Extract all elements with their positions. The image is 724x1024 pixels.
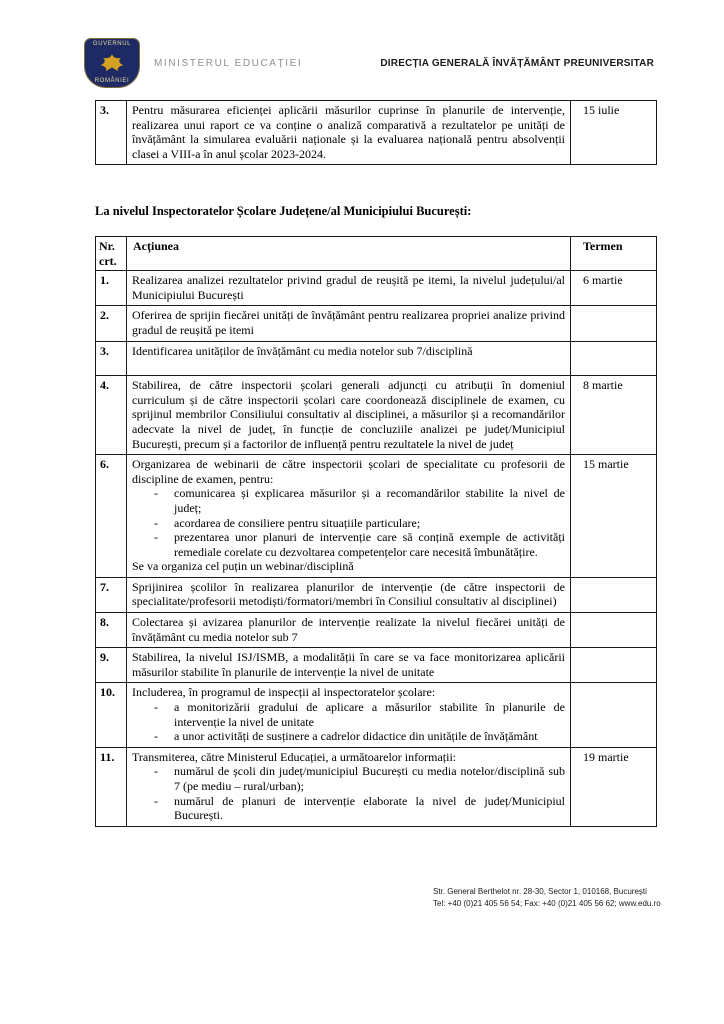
document-header (84, 38, 656, 94)
row-termen: 15 martie (571, 455, 657, 578)
row-number: 8. (96, 613, 127, 648)
bullet-text: comunicarea și explicarea măsurilor și a recomandărilor stabilite la nivel de județ; (174, 486, 565, 515)
top-table (95, 100, 657, 165)
row-action (127, 271, 571, 306)
action-text: Includerea, în programul de inspecții al inspectoratelor școlare: (132, 685, 436, 700)
bullet-line (132, 516, 565, 531)
row-termen (571, 341, 657, 376)
row-termen: 8 martie (571, 376, 657, 455)
action-text: Se va organiza cel puțin un webinar/disciplină (132, 559, 354, 574)
row-action (127, 376, 571, 455)
bullet-text: numărul de planuri de intervenție elaborate la nivel de județ/Municipiul București. (174, 793, 565, 823)
row-number: 3. (96, 101, 127, 165)
column-header-nr: Nr. crt. (96, 237, 127, 271)
logo-text-bottom: ROMÂNIEI (94, 78, 130, 84)
main-table-head (96, 237, 657, 271)
action-text: Stabilirea, de către inspectorii școlari generali adjuncți cu atribuții în domeniul curriculum și de către inspectorii școlari care coordonează disciplinele de examen, cu sprijinul membrilor Consiliului consultativ al disciplinei, a măsurilor și a recomandărilor adecvate la nivel de județ, în funcție de concluziile analizei pe județ/Municipiul București, precum și a factorilor de influență pentru rezultatele la nivel de județ (132, 378, 565, 451)
bullet-dash: - (154, 515, 158, 530)
bullet-text: prezentarea unor planuri de intervenție care să conțină exemple de activități remediale corelate cu dezvoltarea competențelor care necesită îmbunătățire. (174, 530, 565, 559)
action-text: Oferirea de sprijin fiecărei unități de învățământ pentru realizarea propriei analize privind gradul de reușită pe itemi (132, 308, 565, 337)
bullet-line (132, 764, 565, 793)
row-number: 3. (96, 341, 127, 376)
bullet-line (132, 486, 565, 515)
table-row (96, 306, 657, 341)
document-footer (433, 886, 661, 909)
row-action (127, 306, 571, 341)
row-termen (571, 306, 657, 341)
row-termen: 19 martie (571, 747, 657, 826)
action-text: Transmiterea, către Ministerul Educației, a următoarelor informații: (132, 749, 457, 764)
table-row (96, 455, 657, 578)
bullet-line (132, 794, 565, 823)
table-row (96, 747, 657, 826)
bullet-text: numărul de școli din județ/municipiul București cu media notelor/disciplină sub 7 (pe mediu – rural/urban); (174, 764, 565, 793)
row-termen (571, 577, 657, 612)
row-number: 9. (96, 648, 127, 683)
action-text: Identificarea unităților de învățământ cu media notelor sub 7/disciplină (132, 343, 473, 358)
bullet-line (132, 530, 565, 559)
footer-address: Str. General Berthelot nr. 28-30, Sector 1, 010168, București (433, 887, 647, 896)
row-action (127, 683, 571, 747)
row-action (127, 613, 571, 648)
row-termen (571, 613, 657, 648)
bullet-text: a monitorizării gradului de aplicare a măsurilor stabilite în planurile de intervenție la nivel de unitate (174, 700, 565, 729)
row-action (127, 747, 571, 826)
table-row (96, 271, 657, 306)
row-action (127, 577, 571, 612)
blank-line (132, 358, 565, 372)
bullet-dash: - (154, 793, 158, 808)
government-logo (84, 38, 140, 88)
row-number: 11. (96, 747, 127, 826)
action-text: Pentru măsurarea eficienței aplicării măsurilor cuprinse în planurile de intervenție, realizarea unui raport ce va conține o analiză comparativă a rezultatelor pe unități de învățământ la simularea evaluării naționale și la evaluarea națională pentru absolvenții clasei a VIII-a în anul școlar 2023-2024. (132, 103, 565, 161)
direction-title: DIRECȚIA GENERALĂ ÎNVĂȚĂMÂNT PREUNIVERSITAR (380, 58, 654, 69)
action-text: Stabilirea, la nivelul ISJ/ISMB, a modalității în care se va face monitorizarea aplicării măsurilor stabilite în planurile de intervenție la nivel de unitate (132, 650, 565, 679)
table-row (96, 341, 657, 376)
table-row (96, 101, 657, 165)
top-table-body (96, 101, 657, 165)
action-text: Colectarea și avizarea planurilor de intervenție realizate la nivelul fiecărei unități de învățământ cu media notelor sub 7 (132, 615, 565, 644)
column-header-action: Acțiunea (127, 237, 571, 271)
row-action (127, 101, 571, 165)
row-termen: 6 martie (571, 271, 657, 306)
table-row (96, 613, 657, 648)
row-number: 4. (96, 376, 127, 455)
row-number: 1. (96, 271, 127, 306)
main-table-body (96, 271, 657, 827)
bullet-text: a unor activități de susținere a cadrelor didactice din unitățile de învățământ (174, 729, 538, 744)
table-row (96, 683, 657, 747)
bullet-line (132, 700, 565, 729)
bullet-dash: - (154, 486, 158, 501)
main-table (95, 236, 657, 827)
row-termen (571, 683, 657, 747)
bullet-dash: - (154, 764, 158, 779)
row-action (127, 455, 571, 578)
column-header-termen: Termen (571, 237, 657, 271)
row-action (127, 341, 571, 376)
action-text: Realizarea analizei rezultatelor privind gradul de reușită pe itemi, la nivelul județului/al Municipiului București (132, 273, 565, 302)
table-header-row (96, 237, 657, 271)
table-row (96, 648, 657, 683)
row-number: 10. (96, 683, 127, 747)
action-text: Sprijinirea școlilor în realizarea planurilor de intervenție (de către inspectorii de specialitate/profesorii metodiști/formatori/membri în Consiliul consultativ al disciplinei) (132, 579, 565, 609)
row-number: 7. (96, 577, 127, 612)
table-row (96, 577, 657, 612)
bullet-line (132, 729, 565, 744)
row-number: 6. (96, 455, 127, 578)
section-title: La nivelul Inspectoratelor Școlare Județene/al Municipiului București: (95, 204, 472, 218)
row-termen (571, 648, 657, 683)
row-action (127, 648, 571, 683)
table-row (96, 376, 657, 455)
footer-contact: Tel: +40 (0)21 405 56 54; Fax: +40 (0)21 405 56 62; www.edu.ro (433, 898, 661, 908)
ministry-name: MINISTERUL EDUCAȚIEI (154, 58, 303, 69)
eagle-icon (97, 52, 127, 74)
bullet-dash: - (154, 530, 158, 545)
row-termen: 15 iulie (571, 101, 657, 165)
bullet-text: acordarea de consiliere pentru situațiile particulare; (174, 515, 421, 530)
action-text: Organizarea de webinarii de către inspectorii școlari de specialitate cu profesorii de discipline de examen, pentru: (132, 457, 565, 486)
row-number: 2. (96, 306, 127, 341)
bullet-dash: - (154, 729, 158, 744)
bullet-dash: - (154, 700, 158, 715)
logo-text-top: GUVERNUL (92, 41, 132, 47)
